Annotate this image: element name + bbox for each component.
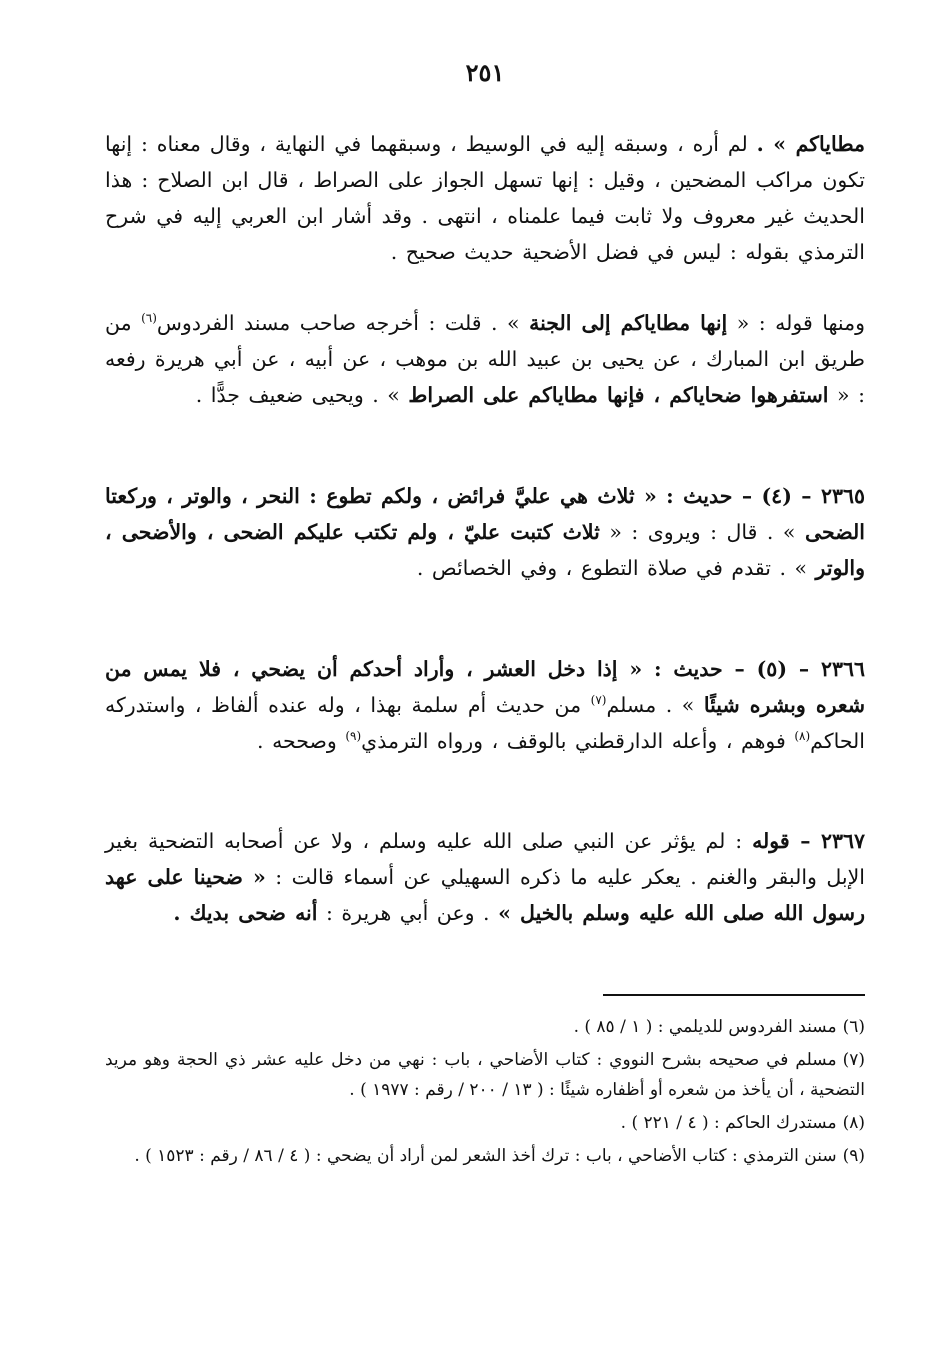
- paragraph-text: . وعن أبي هريرة :: [317, 901, 499, 925]
- footnote-text: سنن الترمذي : كتاب الأضاحي ، باب : ترك أخذ الشعر لمن أراد أن يضحي : ( ٤ / ٨٦ / رقم : ١٥٢٣ ) .: [134, 1146, 837, 1166]
- footnote-text: مسلم في صحيحه بشرح النووي : كتاب الأضاحي ، باب : نهي من دخل عليه عشر ذي الحجة وهو مريد التضحية ، أن يأخذ من شعره أو أظفاره شيئًا : ( ١٣ / ٢٠٠ / رقم : ١٩٧٧ ) .: [105, 1050, 865, 1100]
- footnote-number: (٧): [842, 1050, 865, 1070]
- footnote-ref-9[interactable]: (٩): [345, 729, 362, 744]
- paragraph-text: : لم يؤثر عن النبي صلى الله عليه وسلم ، ولا عن أصحابه التضحية بغير الإبل والبقر والغنم . يعكر عليه ما ذكره السهيلي عن أسماء قالت :: [105, 829, 865, 889]
- footnote-separator: [603, 994, 865, 996]
- footnotes: [105, 1012, 865, 1174]
- footnote-9: [105, 1141, 865, 1171]
- footnote-number: (٩): [842, 1146, 865, 1166]
- paragraph-commentary: [105, 126, 865, 270]
- hadith-quote: إنها مطاياكم إلى الجنة: [529, 311, 728, 335]
- footnote-6: [105, 1012, 865, 1042]
- hadith-heading: ٢٣٦٥ – (٤) – حديث : « ثلاث هي عليَّ فرائض ، ولكم تطوع : النحر ، والوتر ، وركعتا الضحى: [105, 484, 865, 544]
- footnote-ref-7[interactable]: (٧): [590, 693, 607, 708]
- footnote-ref-6[interactable]: (٦): [141, 311, 157, 326]
- book-page: [105, 0, 865, 1361]
- paragraph-matayakum: [105, 305, 865, 413]
- paragraph-text: » . مسلم: [606, 693, 704, 717]
- paragraph-hadith-2365: [105, 478, 865, 586]
- footnote-text: مستدرك الحاكم : ( ٤ / ٢٢١ ) .: [620, 1113, 837, 1133]
- footnote-number: (٨): [842, 1113, 865, 1133]
- page-number: ٢٥١: [465, 58, 505, 87]
- paragraph-text: » . تقدم في صلاة التطوع ، وفي الخصائص .: [416, 556, 816, 580]
- paragraph-lead: ومنها قوله : «: [727, 311, 865, 335]
- paragraph-text: لم أره ، وسبقه إليه في الوسيط ، وسبقهما في النهاية ، وقال معناه : إنها تكون مراكب المضحين ، وقيل : إنها تسهل الجواز على الصراط ، قال ابن الصلاح : هذا الحديث غير معروف ولا ثابت فيما علمناه ، انتهى . وقد أشار ابن العربي إليه في شرح الترمذي بقوله : ليس في فضل الأضحية حديث صحيح .: [105, 132, 865, 264]
- bold-lead: مطاياكم » .: [756, 132, 865, 156]
- paragraph-text: » . قلت : أخرجه صاحب مسند الفردوس: [156, 311, 530, 335]
- paragraph-text: من حديث أم سلمة بهذا ، وله عنده ألفاظ ، واستدركه الحاكم: [105, 693, 865, 753]
- paragraph-text: وصححه .: [257, 729, 346, 753]
- paragraph-text: فوهم ، وأعله الدارقطني بالوقف ، ورواه الترمذي: [361, 729, 795, 753]
- hadith-heading: ٢٣٦٦ – (٥) – حديث : « إذا دخل العشر ، وأراد أحدكم أن يضحي ، فلا يمس من شعره وبشره شيئًا: [105, 657, 866, 717]
- paragraph-hadith-2366: [105, 651, 865, 759]
- paragraph-text: » . ويحيى ضعيف جدًّا .: [195, 383, 409, 407]
- footnote-text: مسند الفردوس للديلمي : ( ١ / ٨٥ ) .: [573, 1017, 837, 1037]
- paragraph-text: » . قال : ويروى : «: [599, 520, 805, 544]
- footnote-ref-8[interactable]: (٨): [794, 729, 811, 744]
- paragraph-text: من طريق ابن المبارك ، عن يحيى بن عبيد الله بن موهب ، عن أبيه ، عن أبي هريرة رفعه : «: [105, 311, 865, 407]
- footnote-7: [105, 1045, 865, 1105]
- hadith-quote: ثلاث كتبت عليّ ، ولم تكتب عليكم الضحى ، والأضحى ، والوتر: [105, 520, 865, 580]
- hadith-heading: ٢٣٦٧ – قوله: [752, 829, 865, 853]
- paragraph-hadith-2367: [105, 823, 865, 931]
- hadith-quote: استفرهوا ضحاياكم ، فإنها مطاياكم على الصراط: [408, 383, 829, 407]
- hadith-quote: أنه ضحى بديك .: [173, 901, 318, 925]
- footnote-number: (٦): [842, 1017, 865, 1037]
- footnote-8: [105, 1108, 865, 1138]
- hadith-quote: « ضحينا على عهد رسول الله صلى الله عليه وسلم بالخيل »: [105, 865, 865, 925]
